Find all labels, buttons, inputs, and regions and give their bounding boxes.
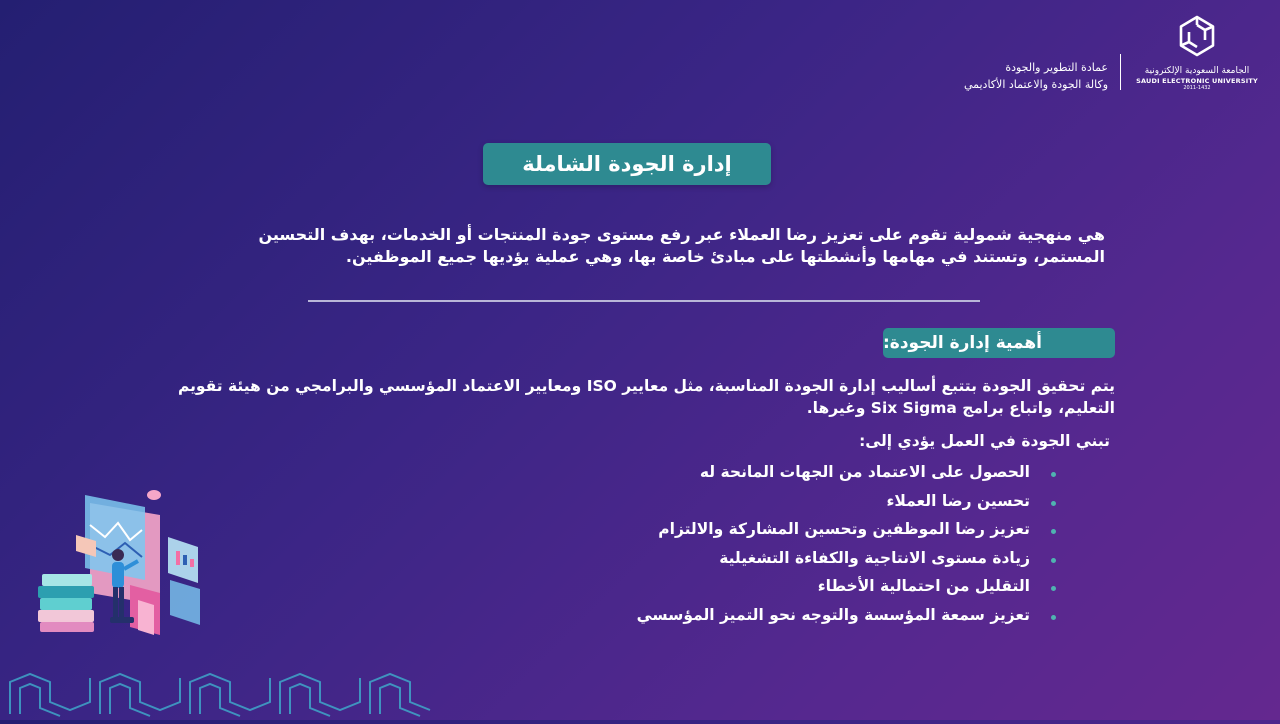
list-item-text: زيادة مستوى الانتاجية والكفاءة التشغيلية (719, 548, 1030, 567)
bullet-icon (1051, 529, 1056, 534)
list-item (637, 572, 1082, 601)
bullet-icon (1051, 501, 1056, 506)
dept-line-1: عمادة التطوير والجودة (1005, 61, 1108, 74)
list-item (637, 601, 1082, 630)
benefits-list (637, 458, 1082, 629)
list-item-text: التقليل من احتمالية الأخطاء (817, 577, 1030, 595)
importance-text: يتم تحقيق الجودة بتتبع أساليب إدارة الجودة المناسبة، مثل معايير ISO ومعايير الاعتماد المؤسسي والبرامجي من هيئة تقويم التعليم، واتباع برامج Six Sigma وغيرها. (177, 377, 1115, 417)
list-item (637, 544, 1082, 573)
university-years: 2011-1432 (1183, 85, 1211, 91)
importance-title: أهمية إدارة الجودة: (883, 328, 1115, 358)
leads-to-text: تبني الجودة في العمل يؤدي إلى: (859, 432, 1110, 450)
separator-line (308, 300, 980, 302)
list-item (637, 458, 1082, 487)
department-info (964, 59, 1108, 93)
list-item (637, 487, 1082, 516)
dept-line-2: وكالة الجودة والاعتماد الأكاديمي (963, 78, 1108, 91)
university-name-en: SAUDI ELECTRONIC UNIVERSITY (1136, 77, 1258, 85)
pattern-icon (0, 668, 440, 720)
university-logo (1132, 14, 1262, 92)
bullet-icon (1051, 586, 1056, 591)
bullet-icon (1051, 558, 1056, 563)
decorative-pattern (0, 668, 440, 724)
header-divider (1120, 54, 1121, 90)
definition-text: هي منهجية شمولية تقوم على تعزيز رضا العملاء عبر رفع مستوى جودة المنتجات أو الخدمات، بهدف التحسين المستمر، وتستند في مهامها وأنشطتها على مبادئ خاصة بها، وهي عملية يؤديها جميع الموظفين. (258, 225, 1105, 266)
slide-title: إدارة الجودة الشاملة (483, 143, 771, 185)
list-item-text: تعزيز رضا الموظفين وتحسين المشاركة والالتزام (658, 520, 1030, 538)
university-name-ar: الجامعة السعودية الإلكترونية (1144, 66, 1250, 76)
data-analytics-illustration (30, 485, 210, 649)
list-item-text: الحصول على الاعتماد من الجهات المانحة له (699, 463, 1030, 481)
list-item (637, 515, 1082, 544)
analytics-illustration-icon (30, 485, 210, 645)
list-item-text: تحسين رضا العملاء (886, 491, 1030, 510)
list-item-text: تعزيز سمعة المؤسسة والتوجه نحو التميز المؤسسي (636, 605, 1030, 624)
bullet-icon (1051, 615, 1056, 620)
bullet-icon (1051, 472, 1056, 477)
university-logo-icon (1175, 14, 1219, 58)
